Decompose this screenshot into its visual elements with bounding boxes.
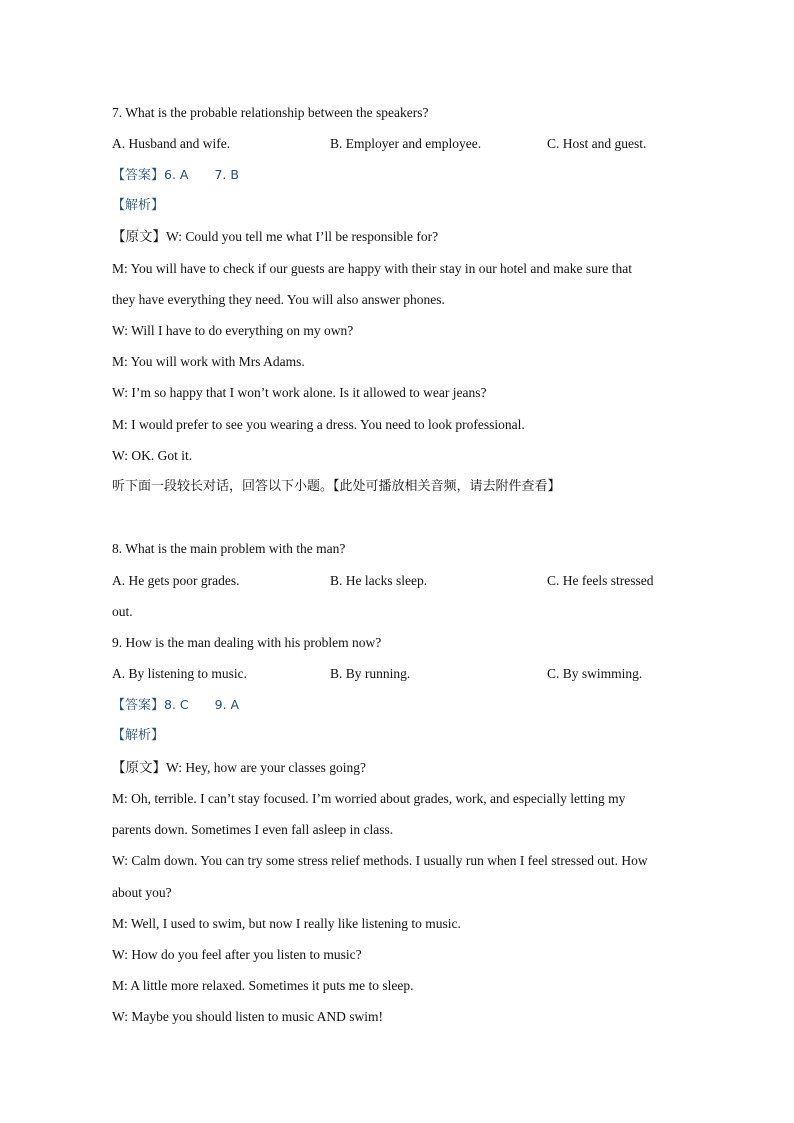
- transcript-2-line: about you?: [112, 885, 172, 900]
- answer-value: 9. A: [214, 697, 240, 712]
- answer-value: 8. C: [164, 697, 189, 712]
- q8-option-a: A. He gets poor grades.: [112, 573, 240, 588]
- q7-option-c: C. Host and guest.: [547, 136, 647, 151]
- transcript-2-line: M: Oh, terrible. I can’t stay focused. I’m worried about grades, work, and especially letting my: [112, 791, 626, 806]
- question-9: 9. How is the man dealing with his problem now?: [112, 635, 382, 650]
- transcript-1-line: 【原文】W: Could you tell me what I’ll be responsible for?: [112, 229, 439, 244]
- q8-option-c: C. He feels stressed: [547, 573, 654, 588]
- question-8: 8. What is the main problem with the man?: [112, 541, 346, 556]
- q8-option-b: B. He lacks sleep.: [330, 573, 428, 588]
- q8-option-c-continuation: out.: [112, 604, 133, 619]
- transcript-2-line: 【原文】W: Hey, how are your classes going?: [112, 760, 366, 775]
- transcript-2-line: M: Well, I used to swim, but now I really like listening to music.: [112, 916, 461, 931]
- transcript-2-line: W: How do you feel after you listen to music?: [112, 947, 362, 962]
- analysis-label-1: 【解析】: [112, 198, 165, 213]
- transcript-2-line: W: Calm down. You can try some stress relief methods. I usually run when I feel stressed out. How: [112, 853, 648, 868]
- transcript-1-line: M: You will have to check if our guests are happy with their stay in our hotel and make sure that: [112, 261, 633, 276]
- question-7: 7. What is the probable relationship between the speakers?: [112, 105, 429, 120]
- answer-line-1: [112, 166, 239, 185]
- transcript-1-line: W: Will I have to do everything on my own?: [112, 323, 354, 338]
- answer-tag: 【答案】: [112, 698, 165, 713]
- listening-instruction: 听下面一段较长对话，回答以下小题。【此处可播放相关音频，请去附件查看】: [112, 479, 561, 494]
- transcript-2-line: parents down. Sometimes I even fall asleep in class.: [112, 822, 394, 837]
- transcript-2-line: M: A little more relaxed. Sometimes it puts me to sleep.: [112, 978, 414, 993]
- answer-value: 6. A: [164, 167, 189, 182]
- q7-option-a: A. Husband and wife.: [112, 136, 231, 151]
- q9-option-a: A. By listening to music.: [112, 666, 247, 681]
- transcript-1-line: they have everything they need. You will also answer phones.: [112, 292, 445, 307]
- q7-option-b: B. Employer and employee.: [330, 136, 482, 151]
- transcript-2-line: W: Maybe you should listen to music AND swim!: [112, 1009, 383, 1024]
- answer-value: 7. B: [214, 167, 239, 182]
- transcript-1-line: M: You will work with Mrs Adams.: [112, 354, 305, 369]
- transcript-1-line: M: I would prefer to see you wearing a dress. You need to look professional.: [112, 417, 525, 432]
- answer-tag: 【答案】: [112, 168, 165, 183]
- transcript-1-line: W: OK. Got it.: [112, 448, 193, 463]
- analysis-label-2: 【解析】: [112, 728, 165, 743]
- transcript-1-line: W: I’m so happy that I won’t work alone. Is it allowed to wear jeans?: [112, 385, 487, 400]
- q9-option-b: B. By running.: [330, 666, 411, 681]
- q9-option-c: C. By swimming.: [547, 666, 643, 681]
- answer-line-2: [112, 696, 239, 715]
